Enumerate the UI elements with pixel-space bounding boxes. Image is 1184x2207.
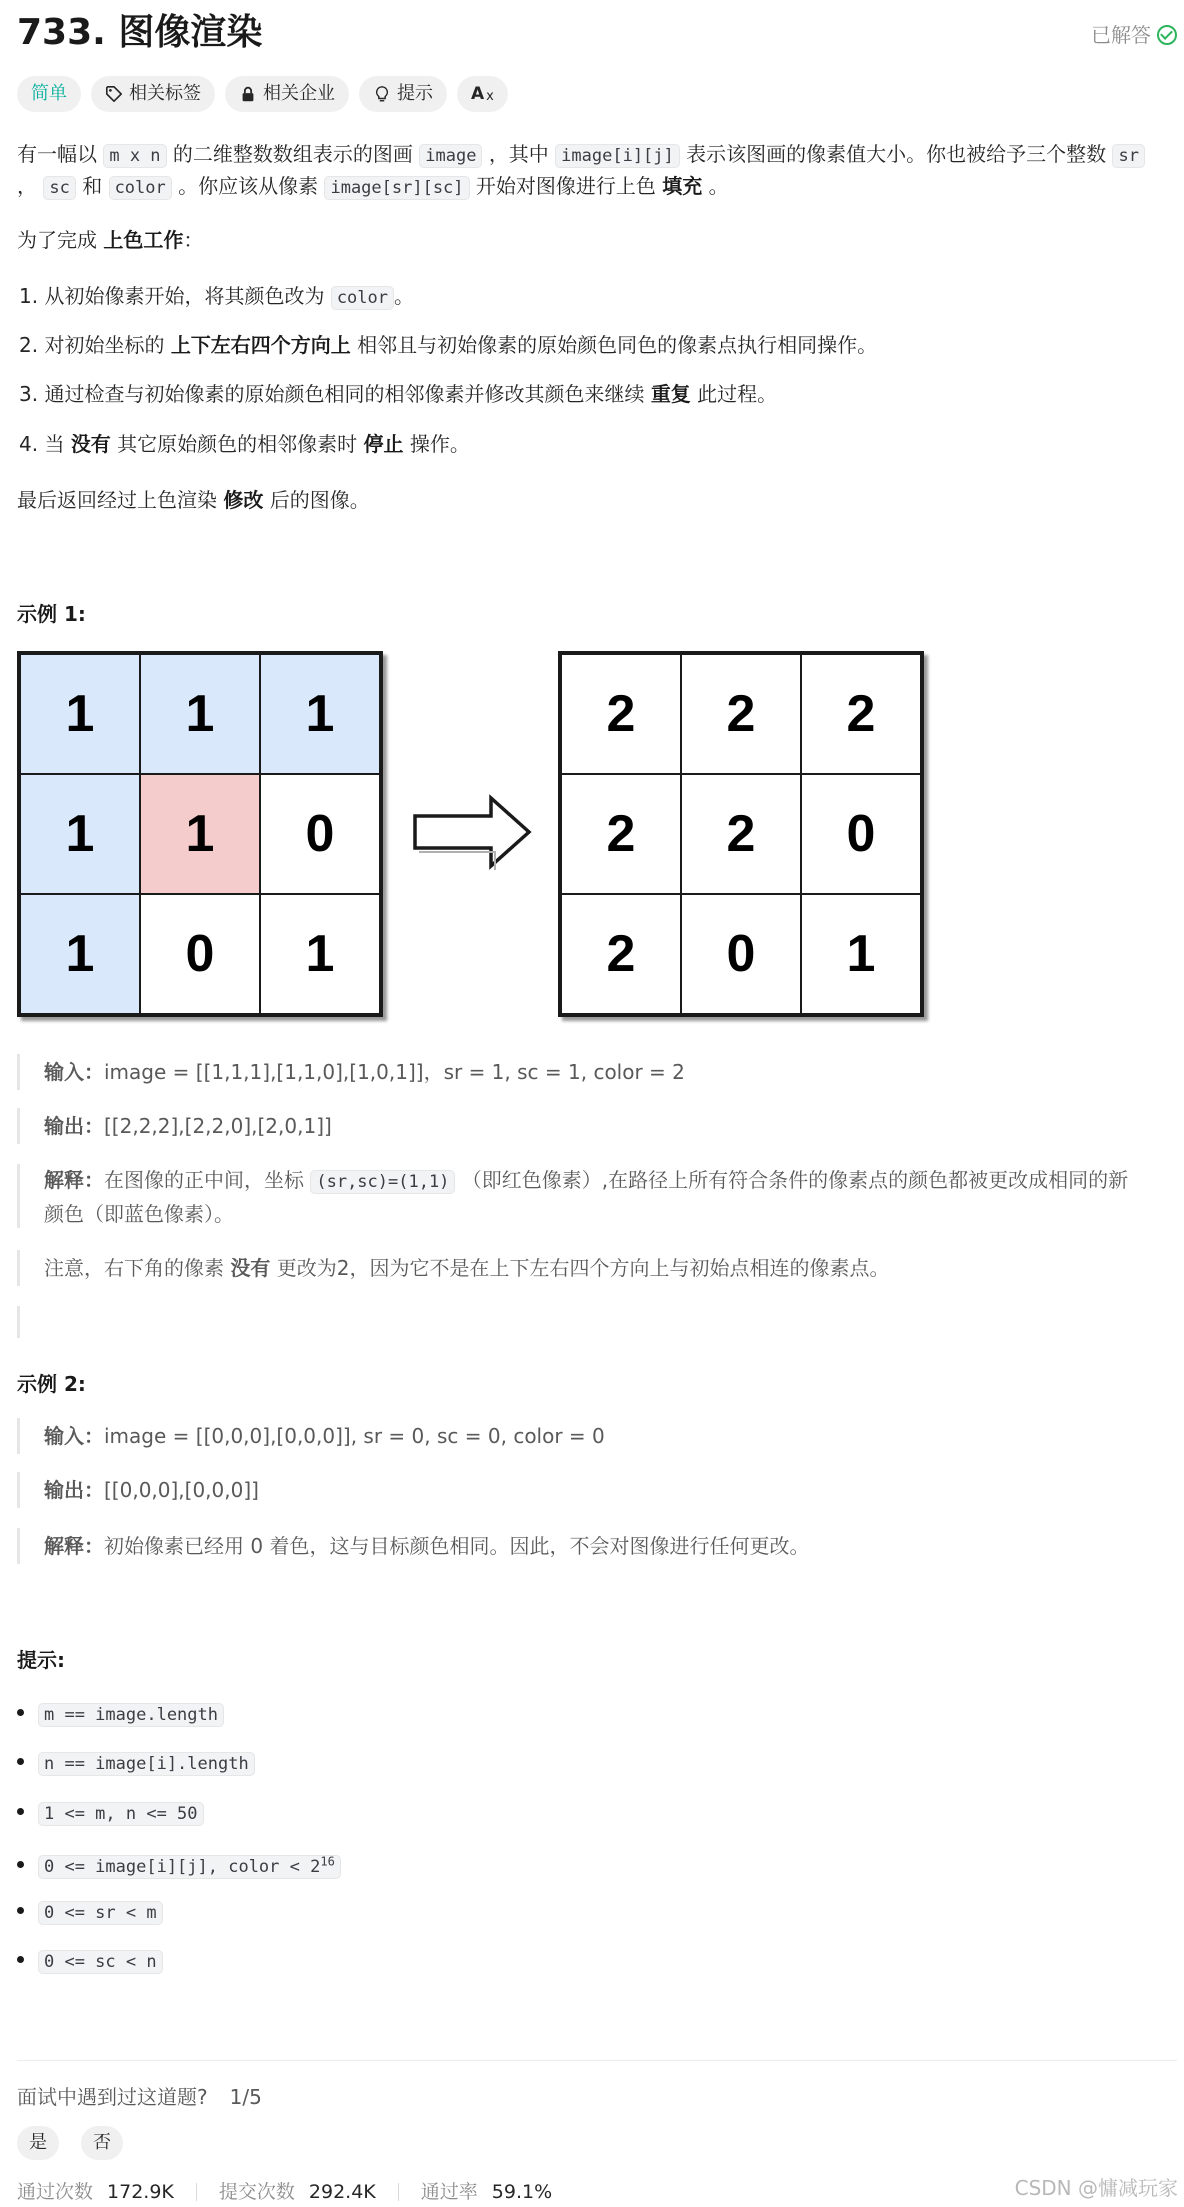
hints-heading: 提示: [17,1648,65,1672]
translate-button[interactable]: A x [457,76,508,112]
description-line-2: ， sc 和 color 。你应该从像素 image[sr][sc] 开始对图像进行上色 填充 。 [17,174,729,198]
example-1-output: 输出：[[2,2,2],[2,2,0],[2,0,1]] [17,1108,332,1144]
related-tags-button[interactable]: 相关标签 [91,76,215,112]
grid-before-cell: 1 [260,654,380,774]
lock-icon [239,85,257,103]
divider [17,2060,1177,2061]
constraint-item: m == image.length [17,1698,224,1730]
grid-after-cell: 2 [561,894,681,1014]
constraint-item: 1 <= m, n <= 50 [17,1797,204,1829]
grid-before-cell: 0 [140,894,260,1014]
grid-after-cell: 0 [801,774,921,894]
stats-bar: 通过次数 172.9K 提交次数 292.4K 通过率 59.1% [17,2181,553,2203]
check-circle-icon [1157,25,1177,45]
grid-after-cell: 0 [681,894,801,1014]
grid-after-cell: 2 [801,654,921,774]
grid-after-cell: 2 [561,774,681,894]
example-2-input: 输入：image = [[0,0,0],[0,0,0]], sr = 0, sc = 0, color = 0 [17,1418,605,1454]
step-4: 4. 当 没有 其它原始颜色的相邻像素时 停止 操作。 [19,432,470,456]
grid-after-cell: 1 [801,894,921,1014]
grid-before-cell: 1 [20,654,140,774]
constraint-item: 0 <= image[i][j], color < $2^{16}$ [17,1846,341,1882]
grid-before-cell: 1 [140,654,260,774]
lightbulb-icon [373,85,391,103]
no-button[interactable]: 否 [81,2126,123,2160]
example-2-explanation: 解释：初始像素已经用 0 着色，这与目标颜色相同。因此，不会对图像进行任何更改。 [17,1528,809,1564]
constraint-item: 0 <= sr < m [17,1896,163,1928]
example-1-explanation: 解释：在图像的正中间，坐标 (sr,sc)=(1,1) （即红色像素）,在路径上所有符合条件的像素点的颜色都被更改成相同的新 颜色（即蓝色像素）。 [17,1164,1128,1228]
grid-after-cell: 2 [561,654,681,774]
grid-before-cell: 1 [20,774,140,894]
interview-count: 1/5 [229,2085,262,2109]
grid-after-cell: 2 [681,654,801,774]
solved-label: 已解答 [1091,23,1151,47]
tag-bar [17,76,508,112]
related-companies-button[interactable]: 相关企业 [225,76,349,112]
grid-before-cell-start: 1 [140,774,260,894]
solved-status [1091,22,1177,48]
example-1-heading: 示例 1: [17,602,86,626]
example-1-note: 注意，右下角的像素 没有 更改为2，因为它不是在上下左右四个方向上与初始点相连的像素点。 [17,1250,889,1286]
yes-button[interactable]: 是 [17,2126,59,2160]
grid-after [558,651,924,1017]
right-arrow-icon [409,790,533,874]
example-1-input: 输入：image = [[1,1,1],[1,1,0],[1,0,1]]，sr = 1, sc = 1, color = 2 [17,1054,685,1090]
watermark: CSDN @慵减玩家 [1014,2176,1178,2200]
example-1-empty-quote [17,1306,44,1338]
step-1: 1. 从初始像素开始，将其颜色改为 color 。 [19,284,414,308]
difficulty-badge: 简单 [17,76,81,112]
step-3: 3. 通过检查与初始像素的原始颜色相同的相邻像素并修改其颜色来继续 重复 此过程。 [19,382,778,406]
grid-after-cell: 2 [681,774,801,894]
description-final: 最后返回经过上色渲染 修改 后的图像。 [17,488,370,512]
example-2-heading: 示例 2: [17,1372,86,1396]
grid-before [17,651,383,1017]
description-line-3: 为了完成 上色工作： [17,228,204,252]
constraint-item: 0 <= sc < n [17,1945,163,1977]
translate-icon: A [471,84,485,104]
title-row [17,8,1177,58]
interview-question: 面试中遇到过这道题? 1/5 [17,2085,262,2109]
grid-before-cell: 1 [20,894,140,1014]
hint-button[interactable]: 提示 [359,76,447,112]
grid-before-cell: 1 [260,894,380,1014]
grid-before-cell: 0 [260,774,380,894]
page-title: 733. 图像渲染 [17,12,263,53]
example-2-output: 输出：[[0,0,0],[0,0,0]] [17,1472,259,1508]
tag-icon [105,85,123,103]
step-2: 2. 对初始坐标的 上下左右四个方向上 相邻且与初始像素的原始颜色同色的像素点执行相同操作。 [19,333,878,357]
description-line-1: 有一幅以 m x n 的二维整数数组表示的图画 image ，其中 image[i][j] 表示该图画的像素值大小。你也被给予三个整数 sr [17,138,1145,172]
constraint-item: n == image[i].length [17,1747,255,1779]
